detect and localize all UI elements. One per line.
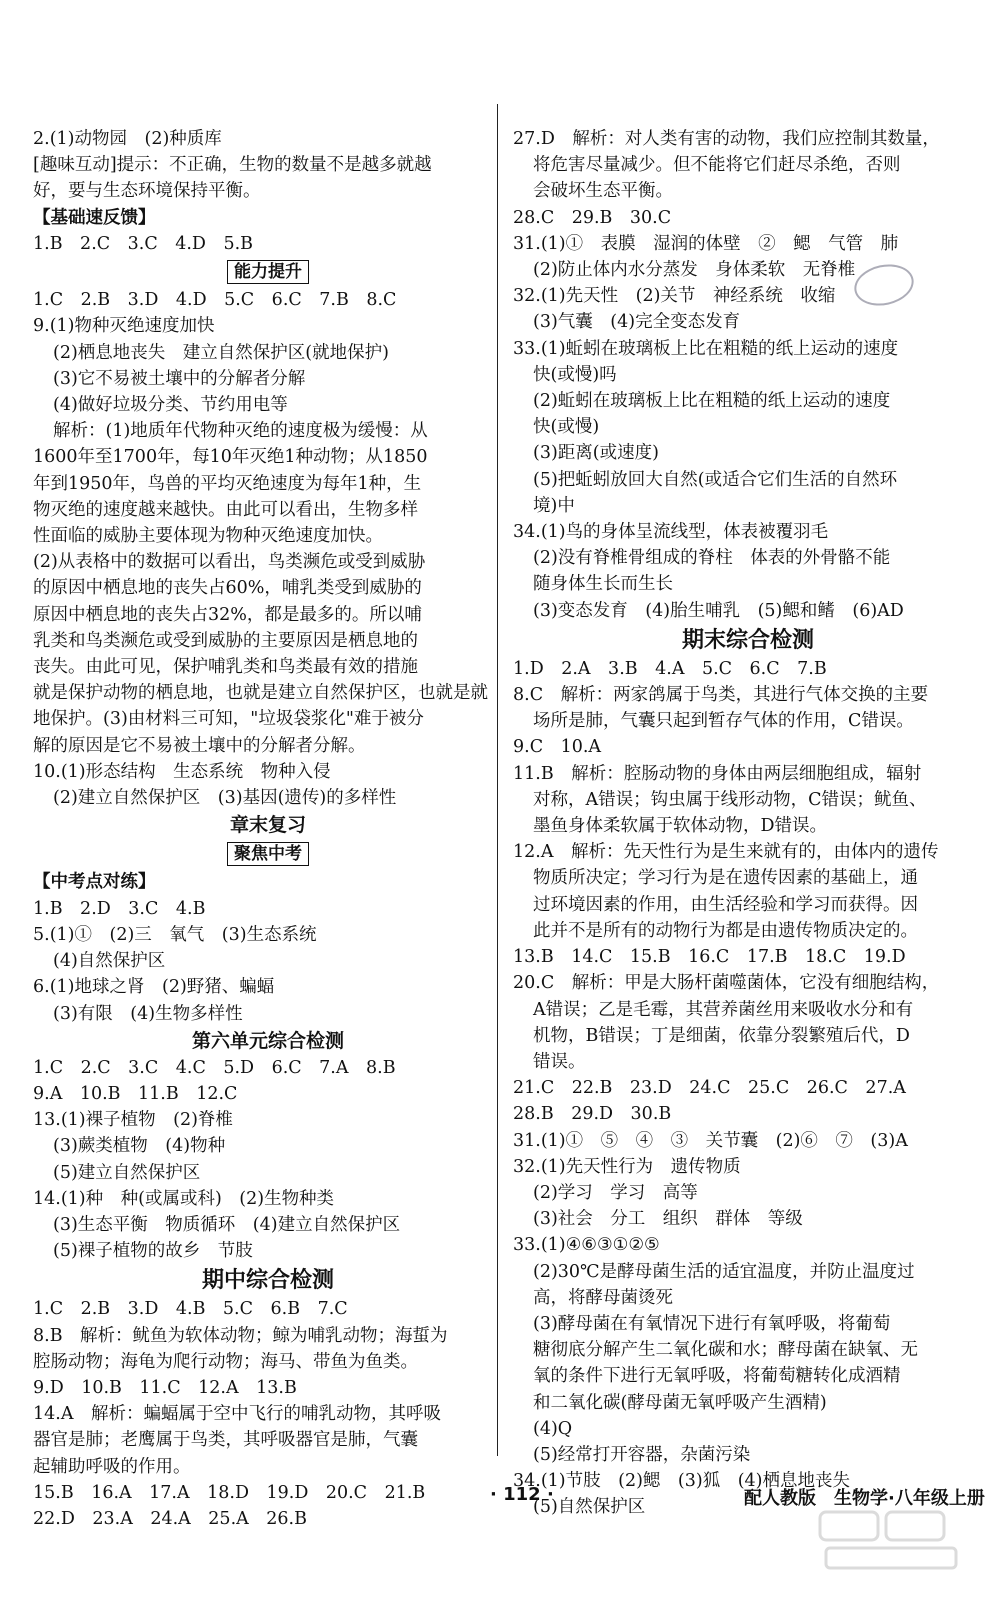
answer-line: 会破坏生态平衡。 (533, 181, 673, 202)
answer-line: 解的原因是它不易被土壤中的分解者分解。 (33, 735, 366, 756)
answer-line: (2)从表格中的数据可以看出，鸟类濒危或受到威胁 (33, 552, 426, 573)
answer-line: 解析：(1)地质年代物种灭绝的速度极为缓慢：从 (53, 421, 428, 442)
answer-line: 1.C 2.B 3.D 4.D 5.C 6.C 7.B 8.C (33, 290, 397, 311)
answer-line: 14.A 解析：蝙蝠属于空中飞行的哺乳动物，其呼吸 (33, 1404, 441, 1425)
section-box-heading (33, 841, 503, 867)
answer-line: 13.(1)裸子植物 (2)脊椎 (33, 1110, 233, 1131)
answer-line: 性面临的威胁主要体现为物种灭绝速度加快。 (33, 526, 383, 547)
answer-line: (3)气囊 (4)完全变态发育 (533, 312, 741, 333)
answer-line: (5)把蚯蚓放回大自然(或适合它们生活的自然环 (533, 469, 898, 490)
answer-line: 1.B 2.D 3.C 4.B (33, 898, 206, 919)
answer-line: 34.(1)鸟的身体呈流线型，体表被覆羽毛 (513, 522, 829, 543)
answer-line: 就是保护动物的栖息地，也就是建立自然保护区，也就是就 (33, 683, 488, 704)
answer-line: 28.C 29.B 30.C (513, 207, 672, 228)
answer-line: 1.C 2.B 3.D 4.B 5.C 6.B 7.C (33, 1299, 348, 1320)
watermark-logo (816, 1508, 966, 1574)
answer-line: 9.(1)物种灭绝速度加快 (33, 316, 215, 337)
answer-line: 的原因中栖息地的丧失占60%，哺乳类受到威胁的 (33, 578, 422, 599)
answer-line: 糖彻底分解产生二氧化碳和水；酵母菌在缺氧、无 (533, 1340, 918, 1361)
column-divider (497, 104, 498, 1456)
answer-line: 1.B 2.C 3.C 4.D 5.B (33, 233, 254, 254)
answer-line: 28.B 29.D 30.B (513, 1104, 672, 1125)
answer-line: 6.(1)地球之肾 (2)野猪、蝙蝠 (33, 977, 275, 998)
answer-line: 21.C 22.B 23.D 24.C 25.C 26.C 27.A (513, 1078, 906, 1099)
answer-line: 墨鱼身体柔软属于软体动物，D错误。 (533, 816, 828, 837)
answer-line: (2)蚯蚓在玻璃板上比在粗糙的纸上运动的速度 (533, 391, 891, 412)
answer-line: 场所是肺，气囊只起到暂存气体的作用，C错误。 (533, 711, 914, 732)
answer-line: (3)有限 (4)生物多样性 (53, 1003, 243, 1024)
answer-line: 8.B 解析：鱿鱼为软体动物；鲸为哺乳动物；海蜇为 (33, 1325, 448, 1346)
answer-line: 境)中 (533, 495, 575, 516)
answer-line: 27.D 解析：对人类有害的动物，我们应控制其数量， (513, 129, 940, 149)
answer-line: (5)裸子植物的故乡 节肢 (53, 1241, 253, 1262)
answer-line: [趣味互动]提示：不正确，生物的数量不是越多就越 (33, 155, 432, 176)
answer-line: 随身体生长而生长 (533, 574, 673, 595)
answer-line: 9.A 10.B 11.B 12.C (33, 1083, 238, 1104)
answer-line: (4)Q (533, 1418, 573, 1439)
answer-line: (4)做好垃圾分类、节约用电等 (53, 395, 288, 416)
answer-line: 34.(1)节肢 (2)鳃 (3)狐 (4)栖息地丧失 (513, 1471, 850, 1492)
answer-line: 好，要与生态环境保持平衡。 (33, 181, 261, 202)
answer-line: 31.(1)① 表膜 湿润的体壁 ② 鳃 气管 肺 (513, 233, 899, 254)
edition-label: 配人教版 生物学·八年级上册 (744, 1488, 985, 1509)
section-heading: 期末综合检测 (681, 626, 814, 653)
answer-line: 物灭绝的速度越来越快。由此可以看出，生物多样 (33, 499, 418, 520)
answer-line: (2)防止体内水分蒸发 身体柔软 无脊椎 (533, 260, 856, 281)
answer-line: 将危害尽量减少。但不能将它们赶尽杀绝，否则 (533, 155, 901, 176)
answer-line: (5)经常打开容器，杂菌污染 (533, 1444, 751, 1465)
answer-line: 快(或慢) (533, 417, 600, 438)
answer-line: 此并不是所有的动物行为都是由遗传物质决定的。 (533, 920, 918, 941)
answer-line: A错误；乙是毛霉，其营养菌丝用来吸收水分和有 (533, 999, 914, 1020)
section-box-heading (33, 259, 503, 285)
section-heading: 第六单元综合检测 (191, 1029, 344, 1052)
answer-line: 9.D 10.B 11.C 12.A 13.B (33, 1377, 297, 1398)
answer-line: 【基础速反馈】 (33, 207, 156, 228)
answer-line: 32.(1)先天性 (2)关节 神经系统 收缩 (513, 286, 836, 307)
answer-line: 丧失。由此可见，保护哺乳类和鸟类最有效的措施 (33, 657, 418, 678)
section-heading: 章末复习 (229, 814, 306, 837)
section-box-heading-text: 能力提升 (227, 260, 309, 284)
answer-line: 22.D 23.A 24.A 25.A 26.B (33, 1508, 307, 1529)
answer-line: 【中考点对练】 (33, 872, 156, 893)
answer-line: 地保护。(3)由材料三可知，"垃圾袋浆化"难于被分 (33, 709, 424, 730)
answer-line: (2)栖息地丧失 建立自然保护区(就地保护) (53, 342, 389, 363)
answer-line: (2)30℃是酵母菌生活的适宜温度，并防止温度过 (533, 1261, 915, 1282)
answer-line: 11.B 解析：腔肠动物的身体由两层细胞组成，辐射 (513, 763, 922, 784)
page-number: · 112 · (490, 1484, 554, 1505)
answer-line: 2.(1)动物园 (2)种质库 (33, 129, 222, 149)
answer-line: (5)建立自然保护区 (53, 1162, 201, 1183)
answer-line: 过环境因素的作用，由生活经验和学习而获得。因 (533, 894, 918, 915)
answer-line: (3)距离(或速度) (533, 443, 659, 464)
answer-line: 器官是肺；老鹰属于鸟类，其呼吸器官是肺，气囊 (33, 1430, 418, 1451)
answer-line: 13.B 14.C 15.B 16.C 17.B 18.C 19.D (513, 947, 906, 968)
answer-line: 和二氧化碳(酵母菌无氧呼吸产生酒精) (533, 1392, 827, 1413)
answer-line: 20.C 解析：甲是大肠杆菌噬菌体，它没有细胞结构， (513, 973, 940, 994)
answer-line: (2)建立自然保护区 (3)基因(遗传)的多样性 (53, 788, 397, 809)
answer-line: 33.(1)④⑥③①②⑤ (513, 1235, 660, 1256)
answer-line: (3)它不易被土壤中的分解者分解 (53, 368, 306, 389)
left-column (33, 126, 503, 1532)
answer-line: (2)学习 学习 高等 (533, 1182, 698, 1203)
answer-line: 12.A 解析：先天性行为是生来就有的，由体内的遗传 (513, 842, 939, 863)
answer-line: 10.(1)形态结构 生态系统 物种入侵 (33, 761, 331, 782)
answer-line: 起辅助呼吸的作用。 (33, 1456, 191, 1477)
section-box-heading-text: 聚焦中考 (227, 842, 309, 866)
answer-line: 14.(1)种 种(或属或科) (2)生物种类 (33, 1188, 335, 1209)
right-column (513, 126, 983, 1521)
answer-line: 1600年至1700年，每10年灭绝1种动物；从1850 (33, 447, 428, 468)
answer-line: (3)社会 分工 组织 群体 等级 (533, 1209, 803, 1230)
answer-line: 15.B 16.A 17.A 18.D 19.D 20.C 21.B (33, 1482, 426, 1503)
answer-line: 年到1950年，鸟兽的平均灭绝速度为每年1种，生 (33, 473, 422, 494)
answer-line: 高，将酵母菌烫死 (533, 1287, 673, 1308)
answer-line: 原因中栖息地的丧失占32%，都是最多的。所以哺 (33, 604, 422, 625)
answer-line: 快(或慢)吗 (533, 364, 617, 385)
answer-line: 1.D 2.A 3.B 4.A 5.C 6.C 7.B (513, 658, 827, 679)
answer-line: 机物，B错误；丁是细菌，依靠分裂繁殖后代，D (533, 1025, 910, 1046)
answer-line: 31.(1)① ⑤ ④ ③ 关节囊 (2)⑥ ⑦ (3)A (513, 1130, 908, 1151)
answer-line: (2)没有脊椎骨组成的脊柱 体表的外骨骼不能 (533, 548, 891, 569)
answer-line: (5)自然保护区 (533, 1497, 646, 1518)
section-heading: 期中综合检测 (201, 1267, 334, 1294)
answer-line: 错误。 (533, 1051, 586, 1072)
answer-line: 5.(1)① (2)三 氧气 (3)生态系统 (33, 924, 317, 945)
answer-line: 物质所决定；学习行为是在遗传因素的基础上，通 (533, 868, 918, 889)
answer-line: (3)酵母菌在有氧情况下进行有氧呼吸，将葡萄 (533, 1313, 891, 1334)
answer-line: (3)蕨类植物 (4)物种 (53, 1136, 226, 1157)
answer-line: 33.(1)蚯蚓在玻璃板上比在粗糙的纸上运动的速度 (513, 338, 899, 359)
answer-line: 32.(1)先天性行为 遗传物质 (513, 1156, 741, 1177)
answer-line: (3)生态平衡 物质循环 (4)建立自然保护区 (53, 1214, 401, 1235)
answer-line: (3)变态发育 (4)胎生哺乳 (5)鳃和鳍 (6)AD (533, 600, 904, 621)
answer-line: 8.C 解析：两家鸽属于鸟类，其进行气体交换的主要 (513, 685, 929, 706)
answer-line: 1.C 2.C 3.C 4.C 5.D 6.C 7.A 8.B (33, 1057, 396, 1078)
answer-line: 腔肠动物；海龟为爬行动物；海马、带鱼为鱼类。 (33, 1351, 418, 1372)
answer-line: (4)自然保护区 (53, 951, 166, 972)
answer-line: 氧的条件下进行无氧呼吸，将葡萄糖转化成酒精 (533, 1366, 901, 1387)
answer-line: 对称，A错误；钩虫属于线形动物，C错误；鱿鱼、 (533, 789, 927, 810)
answer-line: 乳类和鸟类濒危或受到威胁的主要原因是栖息地的 (33, 630, 418, 651)
answer-line: 9.C 10.A (513, 737, 602, 758)
